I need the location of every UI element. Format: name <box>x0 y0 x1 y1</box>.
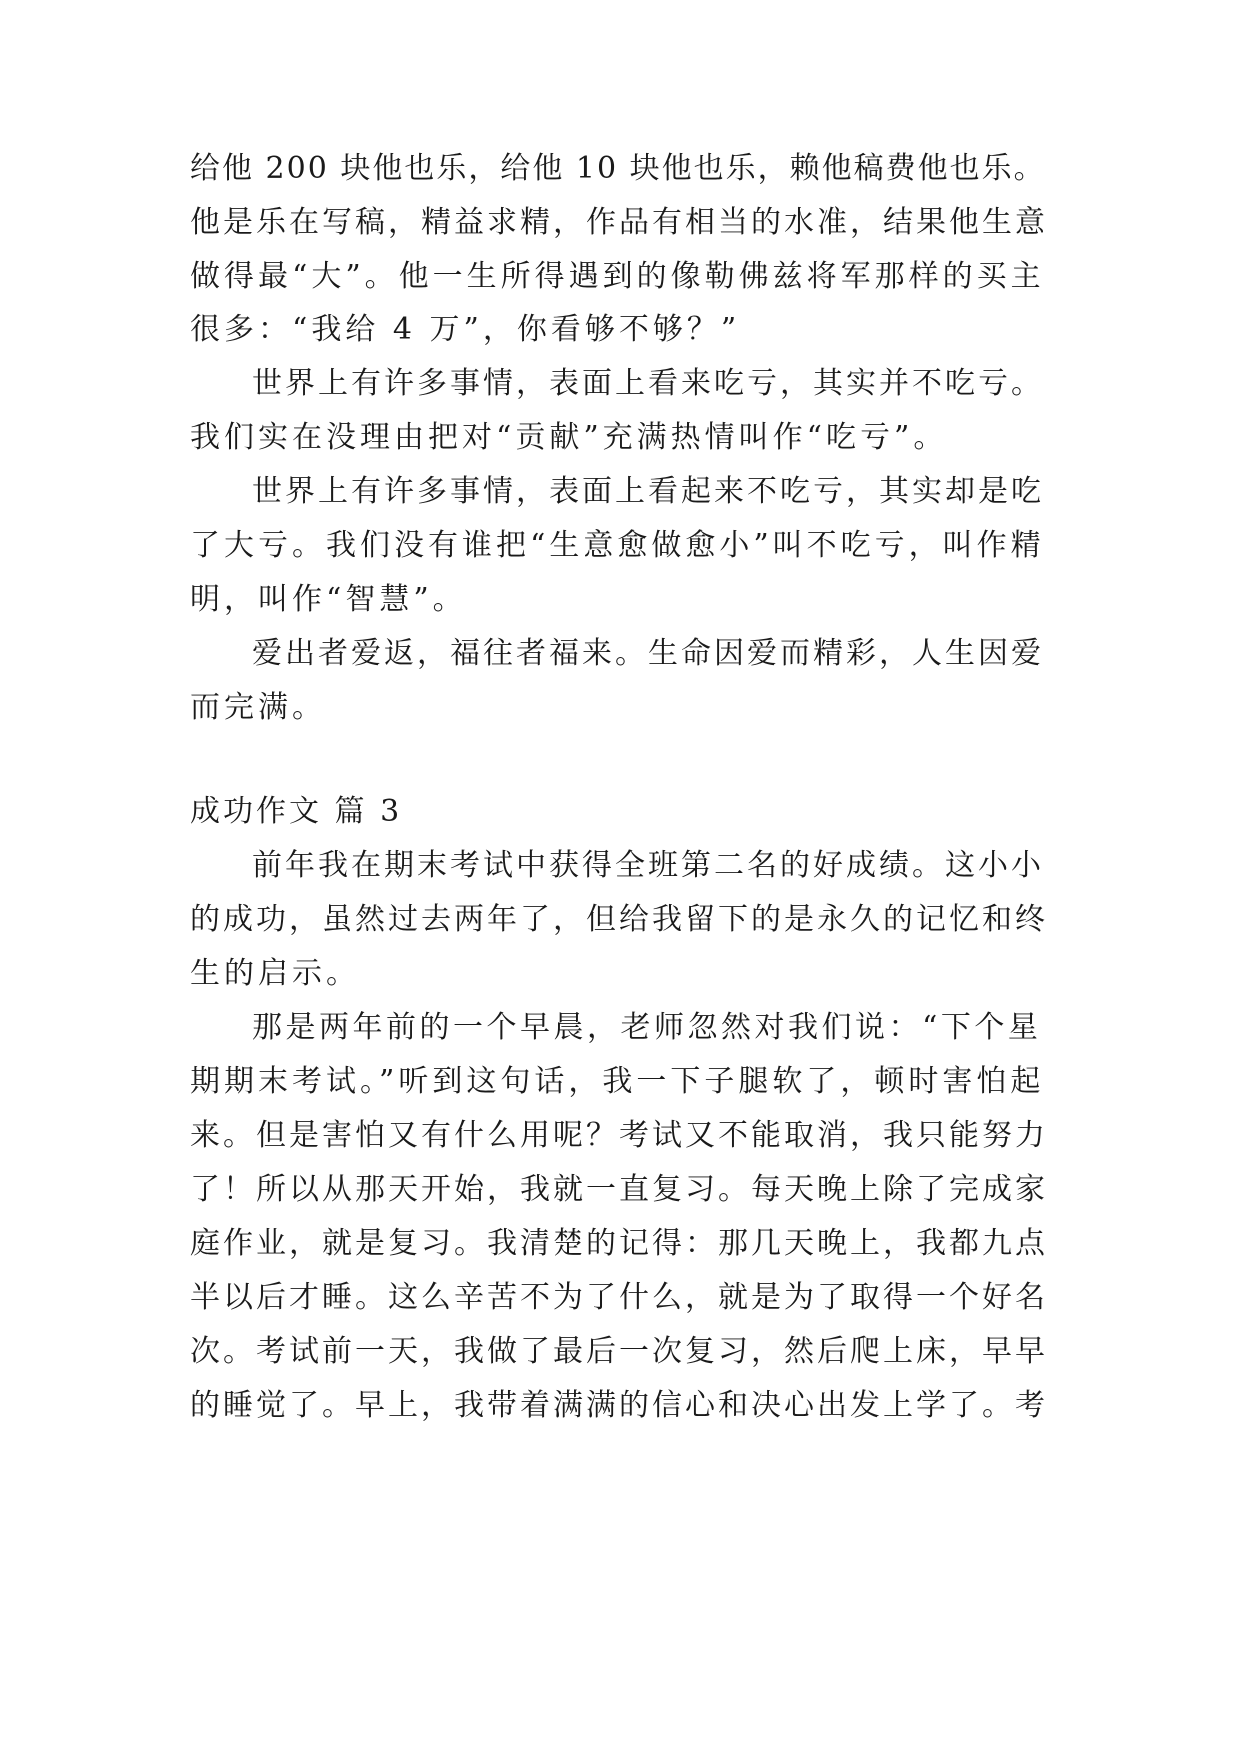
text-line: 给他 200 块他也乐，给他 10 块他也乐，赖他稿费他也乐。 <box>190 151 1046 186</box>
paragraph-first-line: 世界上有许多事情，表面上看来吃亏，其实并不吃亏。 <box>252 366 1044 401</box>
text-line: 来。但是害怕又有什么用呢？考试又不能取消，我只能努力 <box>190 1118 1048 1153</box>
text-line: 了！所以从那天开始，我就一直复习。每天晚上除了完成家 <box>190 1172 1048 1207</box>
text-line: 很多：“我给 4 万”，你看够不够？” <box>190 312 741 347</box>
paragraph-first-line: 爱出者爱返，福往者福来。生命因爱而精彩，人生因爱 <box>252 636 1044 671</box>
essay-heading: 成功作文 篇 3 <box>190 794 403 829</box>
text-line: 了大亏。我们没有谁把“生意愈做愈小”叫不吃亏，叫作精 <box>190 528 1045 563</box>
paragraph-first-line: 前年我在期末考试中获得全班第二名的好成绩。这小小 <box>252 848 1044 883</box>
text-line: 期期末考试。”听到这句话，我一下子腿软了，顿时害怕起 <box>190 1064 1045 1099</box>
text-line: 半以后才睡。这么辛苦不为了什么，就是为了取得一个好名 <box>190 1280 1048 1315</box>
text-line: 的成功，虽然过去两年了，但给我留下的是永久的记忆和终 <box>190 902 1048 937</box>
text-line: 他是乐在写稿，精益求精，作品有相当的水准，结果他生意 <box>190 205 1048 240</box>
paragraph-first-line: 那是两年前的一个早晨，老师忽然对我们说：“下个星 <box>252 1010 1042 1045</box>
text-line: 次。考试前一天，我做了最后一次复习，然后爬上床，早早 <box>190 1334 1048 1369</box>
text-line: 做得最“大”。他一生所得遇到的像勒佛兹将军那样的买主 <box>190 259 1045 294</box>
text-line: 而完满。 <box>190 690 326 725</box>
paragraph-first-line: 世界上有许多事情，表面上看起来不吃亏，其实却是吃 <box>252 474 1044 509</box>
text-line: 我们实在没理由把对“贡献”充满热情叫作“吃亏”。 <box>190 420 948 455</box>
text-line: 明，叫作“智慧”。 <box>190 582 467 617</box>
text-line: 庭作业，就是复习。我清楚的记得：那几天晚上，我都九点 <box>190 1226 1048 1261</box>
text-line: 生的启示。 <box>190 956 360 991</box>
text-line: 的睡觉了。早上，我带着满满的信心和决心出发上学了。考 <box>190 1388 1048 1423</box>
